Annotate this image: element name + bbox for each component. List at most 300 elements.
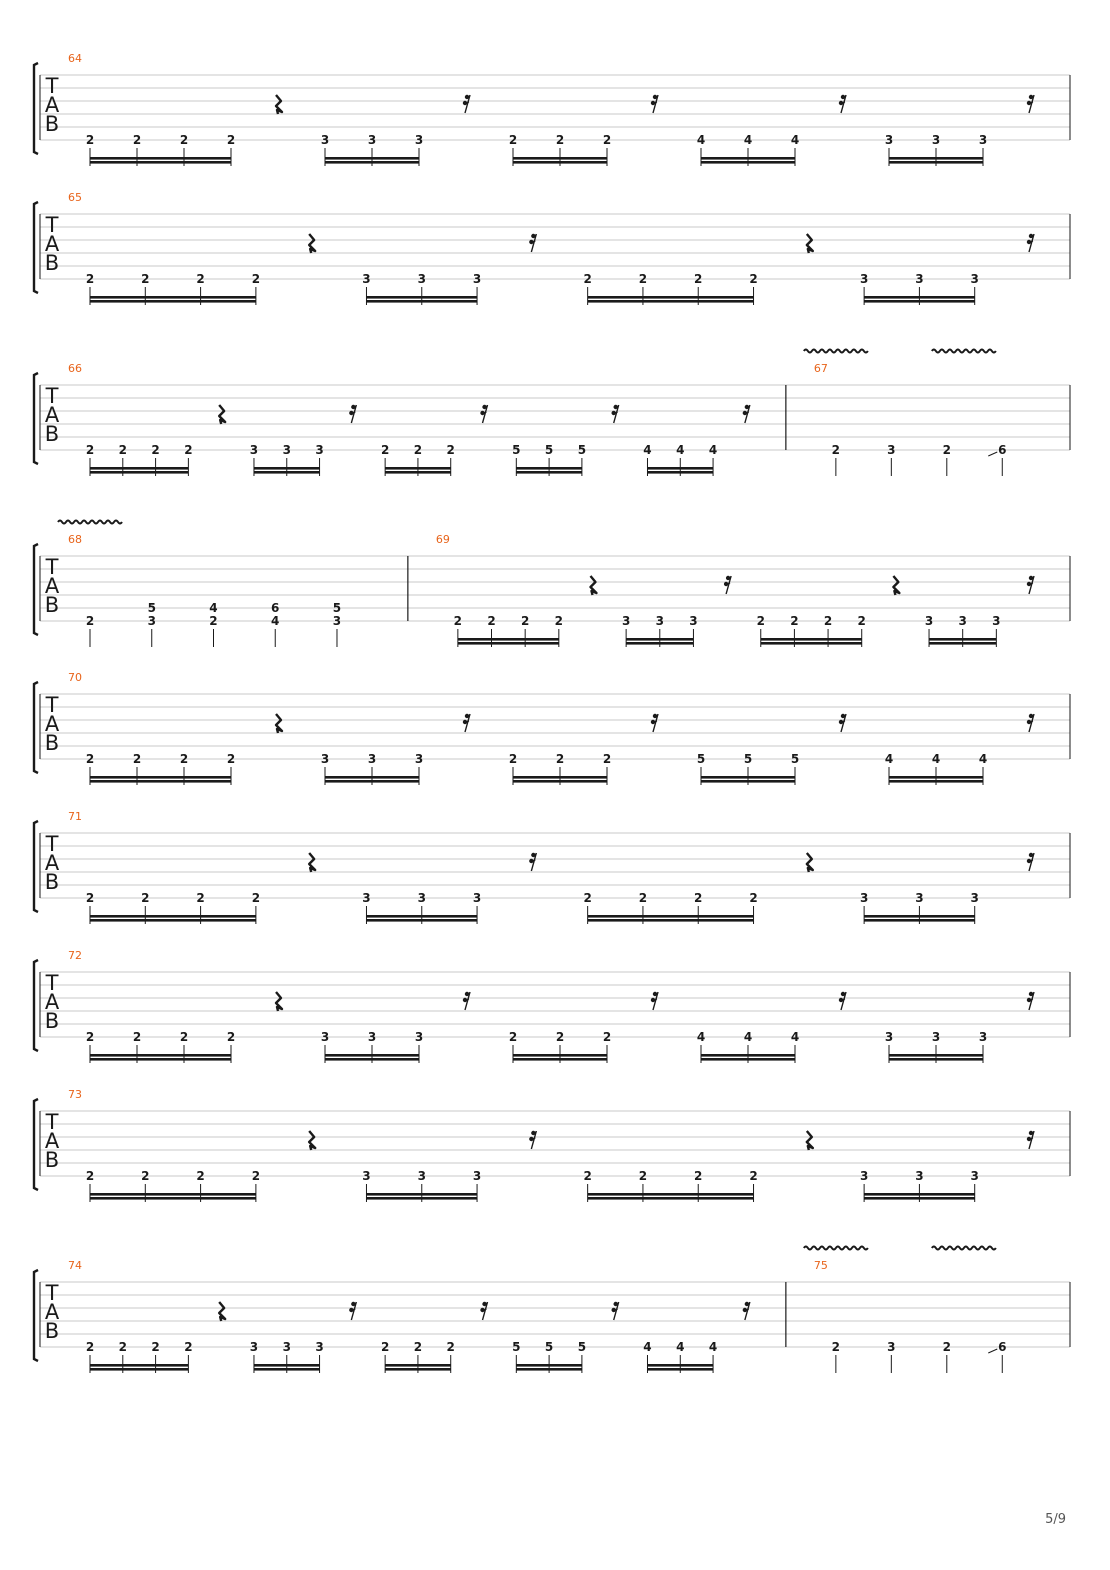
beamed-note-group bbox=[509, 95, 658, 166]
rest-flag bbox=[1031, 993, 1034, 994]
fret-number: 2 bbox=[555, 133, 565, 147]
fret-number: 2 bbox=[446, 1340, 455, 1354]
quarter-rest bbox=[309, 1131, 315, 1150]
note bbox=[943, 1340, 951, 1373]
rest-flag bbox=[483, 1309, 487, 1310]
beam bbox=[647, 471, 713, 474]
fret-number: 3 bbox=[332, 614, 342, 628]
measure-number: 67 bbox=[813, 362, 828, 375]
beam bbox=[90, 1364, 188, 1367]
beam bbox=[325, 776, 419, 779]
beam bbox=[90, 915, 256, 918]
fret-number: 2 bbox=[380, 1340, 390, 1354]
fret-number: 2 bbox=[583, 891, 592, 905]
beam bbox=[385, 1364, 451, 1367]
measure bbox=[786, 350, 1007, 477]
fret-number: 2 bbox=[831, 443, 841, 457]
beam bbox=[864, 919, 975, 922]
staff-system bbox=[34, 1088, 1070, 1202]
fret-number: 2 bbox=[380, 443, 390, 457]
fret-number: 2 bbox=[226, 1030, 236, 1044]
tab-clef-letter: A bbox=[44, 851, 60, 875]
beam bbox=[588, 1197, 754, 1200]
fret-number: 2 bbox=[756, 614, 765, 628]
beam bbox=[90, 471, 188, 474]
fret-number: 3 bbox=[859, 272, 869, 286]
fret-number: 3 bbox=[621, 614, 631, 628]
sixteenth-rest bbox=[651, 714, 658, 732]
fret-number: 3 bbox=[472, 272, 482, 286]
beamed-note-group bbox=[86, 95, 282, 166]
fret-number: 3 bbox=[655, 614, 664, 628]
system-bracket bbox=[34, 373, 38, 464]
rest-flag bbox=[1029, 721, 1033, 722]
fret-number: 6 bbox=[998, 443, 1007, 457]
rest-flag bbox=[1029, 999, 1033, 1000]
quarter-rest bbox=[807, 234, 813, 253]
rest-flag bbox=[1029, 860, 1033, 861]
beamed-note-group bbox=[86, 1302, 225, 1373]
beam bbox=[701, 161, 795, 164]
beamed-note-group bbox=[757, 576, 900, 647]
beamed-note-group bbox=[583, 234, 812, 305]
fret-number: 2 bbox=[179, 752, 189, 766]
beam bbox=[889, 776, 983, 779]
beam bbox=[90, 1058, 231, 1061]
fret-number: 3 bbox=[320, 133, 330, 147]
rest-flag bbox=[533, 854, 536, 855]
fret-number: 4 bbox=[643, 443, 652, 457]
staff-system bbox=[34, 949, 1070, 1063]
quarter-rest bbox=[893, 576, 899, 595]
fret-number: 3 bbox=[417, 1169, 426, 1183]
rest-flag bbox=[1031, 577, 1034, 578]
rest-flag bbox=[351, 1309, 355, 1310]
beam bbox=[513, 157, 607, 160]
fret-number: 2 bbox=[583, 272, 592, 286]
beamed-note-group bbox=[250, 1302, 357, 1373]
beam bbox=[513, 776, 607, 779]
beam bbox=[90, 780, 231, 783]
beam bbox=[864, 296, 975, 299]
fret-number: 4 bbox=[676, 1340, 685, 1354]
rest-flag bbox=[1029, 241, 1033, 242]
beam bbox=[588, 919, 754, 922]
fret-number: 4 bbox=[696, 133, 706, 147]
fret-number: 3 bbox=[282, 1340, 291, 1354]
fret-number: 5 bbox=[332, 601, 342, 615]
fret-number: 4 bbox=[884, 752, 894, 766]
fret-number: 2 bbox=[141, 891, 150, 905]
beam bbox=[889, 780, 983, 783]
fret-number: 3 bbox=[915, 1169, 924, 1183]
measure bbox=[68, 362, 750, 476]
beamed-note-group bbox=[583, 853, 812, 924]
fret-number: 3 bbox=[249, 1340, 259, 1354]
beam bbox=[90, 776, 231, 779]
measure bbox=[68, 52, 1034, 166]
fret-number: 4 bbox=[209, 601, 218, 615]
fret-number: 3 bbox=[320, 1030, 330, 1044]
system-bracket bbox=[34, 821, 38, 912]
beamed-note-group bbox=[860, 234, 1034, 305]
beamed-note-group bbox=[381, 405, 488, 476]
fret-number: 3 bbox=[931, 1030, 941, 1044]
fret-number: 2 bbox=[179, 1030, 189, 1044]
tab-clef-letter: B bbox=[44, 422, 60, 446]
rest-flag bbox=[841, 721, 845, 722]
page-number: 5/9 bbox=[1045, 1512, 1066, 1527]
measure bbox=[68, 810, 1034, 924]
rest-flag bbox=[655, 96, 658, 97]
sixteenth-rest bbox=[529, 1131, 536, 1149]
fret-number: 4 bbox=[931, 752, 941, 766]
fret-number: 2 bbox=[857, 614, 866, 628]
fret-number: 2 bbox=[85, 443, 95, 457]
beamed-note-group bbox=[86, 992, 282, 1063]
rest-flag bbox=[616, 1303, 619, 1304]
rest-flag bbox=[1031, 715, 1034, 716]
measure-number: 74 bbox=[68, 1259, 82, 1272]
fret-number: 3 bbox=[472, 1169, 482, 1183]
rest-flag bbox=[745, 412, 749, 413]
fret-number: 2 bbox=[638, 1169, 648, 1183]
vibrato-mark bbox=[932, 1247, 996, 1250]
tab-clef-letter: B bbox=[44, 1319, 60, 1343]
rest-flag bbox=[747, 1303, 750, 1304]
measure-number: 72 bbox=[68, 949, 82, 962]
system-bracket bbox=[34, 682, 38, 773]
note bbox=[209, 601, 217, 647]
fret-number: 3 bbox=[978, 1030, 988, 1044]
fret-number: 2 bbox=[749, 1169, 758, 1183]
fret-number: 3 bbox=[414, 133, 424, 147]
beam bbox=[90, 467, 188, 470]
beam bbox=[90, 300, 256, 303]
sixteenth-rest bbox=[480, 1302, 487, 1320]
sixteenth-rest bbox=[1027, 576, 1034, 594]
fret-number: 3 bbox=[367, 752, 377, 766]
beam bbox=[701, 157, 795, 160]
measure-number: 70 bbox=[68, 671, 82, 684]
rest-flag bbox=[747, 406, 750, 407]
fret-number: 2 bbox=[151, 1340, 160, 1354]
beam bbox=[864, 300, 975, 303]
beam bbox=[588, 915, 754, 918]
note bbox=[832, 1340, 840, 1373]
fret-number: 3 bbox=[958, 614, 967, 628]
fret-number: 2 bbox=[790, 614, 799, 628]
sixteenth-rest bbox=[1027, 992, 1034, 1010]
fret-number: 2 bbox=[85, 1340, 95, 1354]
fret-number: 5 bbox=[743, 752, 753, 766]
fret-number: 2 bbox=[453, 614, 463, 628]
fret-number: 2 bbox=[583, 1169, 592, 1183]
fret-number: 3 bbox=[859, 1169, 869, 1183]
note bbox=[86, 614, 94, 647]
sixteenth-rest bbox=[1027, 234, 1034, 252]
fret-number: 2 bbox=[694, 891, 703, 905]
fret-number: 2 bbox=[251, 891, 261, 905]
measure bbox=[58, 521, 341, 648]
beamed-note-group bbox=[86, 1131, 315, 1202]
beamed-note-group bbox=[860, 1131, 1034, 1202]
rest-flag bbox=[351, 412, 355, 413]
quarter-rest bbox=[807, 853, 813, 872]
staff-system bbox=[34, 1247, 1070, 1374]
measure-number: 68 bbox=[68, 533, 82, 546]
beamed-note-group bbox=[622, 576, 731, 647]
staff-system bbox=[34, 671, 1070, 785]
sixteenth-rest bbox=[463, 714, 470, 732]
rest-flag bbox=[1029, 583, 1033, 584]
beam bbox=[366, 1197, 477, 1200]
beamed-note-group bbox=[362, 853, 536, 924]
fret-number: 2 bbox=[638, 272, 648, 286]
fret-number: 2 bbox=[555, 752, 565, 766]
beam bbox=[90, 157, 231, 160]
fret-number: 2 bbox=[508, 133, 518, 147]
vibrato-mark bbox=[58, 521, 122, 524]
rest-flag bbox=[467, 993, 470, 994]
fret-number: 2 bbox=[141, 272, 150, 286]
fret-number: 2 bbox=[209, 614, 218, 628]
system-bracket bbox=[34, 544, 38, 635]
tab-clef-letter: T bbox=[45, 213, 59, 237]
beam bbox=[385, 467, 451, 470]
beam bbox=[889, 1058, 983, 1061]
beam bbox=[516, 471, 582, 474]
beam bbox=[513, 1058, 607, 1061]
fret-number: 2 bbox=[749, 891, 758, 905]
fret-number: 2 bbox=[85, 752, 95, 766]
fret-number: 3 bbox=[362, 891, 371, 905]
fret-number: 2 bbox=[446, 443, 455, 457]
rest-flag bbox=[1029, 102, 1033, 103]
rest-flag bbox=[843, 715, 846, 716]
sixteenth-rest bbox=[839, 992, 846, 1010]
rest-flag bbox=[1031, 1132, 1034, 1133]
rest-flag bbox=[483, 412, 487, 413]
rest-flag bbox=[465, 721, 469, 722]
rest-flag bbox=[843, 96, 846, 97]
fret-number: 3 bbox=[689, 614, 698, 628]
quarter-rest bbox=[309, 234, 315, 253]
rest-flag bbox=[841, 102, 845, 103]
fret-number: 2 bbox=[151, 443, 160, 457]
quarter-rest bbox=[276, 992, 282, 1011]
fret-number: 5 bbox=[696, 752, 706, 766]
vibrato-mark bbox=[804, 350, 868, 353]
quarter-rest bbox=[276, 714, 282, 733]
beamed-note-group bbox=[454, 576, 597, 647]
measure bbox=[68, 1088, 1034, 1202]
fret-number: 2 bbox=[831, 1340, 841, 1354]
sixteenth-rest bbox=[349, 405, 356, 423]
beam bbox=[366, 296, 477, 299]
sixteenth-rest bbox=[743, 1302, 750, 1320]
fret-number: 2 bbox=[85, 614, 95, 628]
beam bbox=[325, 161, 419, 164]
beam bbox=[864, 1197, 975, 1200]
beam bbox=[929, 642, 996, 645]
beam bbox=[90, 1054, 231, 1057]
beamed-note-group bbox=[381, 1302, 488, 1373]
fret-number: 3 bbox=[884, 1030, 894, 1044]
fret-number: 4 bbox=[708, 443, 718, 457]
fret-number: 2 bbox=[749, 272, 758, 286]
tab-clef-letter: A bbox=[44, 1300, 60, 1324]
fret-number: 2 bbox=[602, 133, 612, 147]
rest-flag bbox=[485, 1303, 488, 1304]
beam bbox=[90, 1193, 256, 1196]
system-bracket bbox=[34, 202, 38, 293]
fret-number: 4 bbox=[743, 1030, 753, 1044]
beam bbox=[90, 161, 231, 164]
sixteenth-rest bbox=[611, 405, 618, 423]
fret-number: 3 bbox=[887, 443, 896, 457]
fret-number: 2 bbox=[942, 443, 951, 457]
system-bracket bbox=[34, 1099, 38, 1190]
beam bbox=[513, 161, 607, 164]
note bbox=[333, 601, 341, 647]
beam bbox=[385, 471, 451, 474]
fret-number: 3 bbox=[924, 614, 934, 628]
quarter-rest bbox=[276, 95, 282, 114]
fret-number: 3 bbox=[859, 891, 869, 905]
tab-clef-letter: A bbox=[44, 712, 60, 736]
beam bbox=[366, 919, 477, 922]
fret-number: 2 bbox=[132, 133, 142, 147]
note bbox=[832, 443, 840, 476]
sixteenth-rest bbox=[611, 1302, 618, 1320]
beamed-note-group bbox=[321, 714, 470, 785]
sixteenth-rest bbox=[839, 95, 846, 113]
measure bbox=[68, 671, 1034, 785]
tab-clef-letter: B bbox=[44, 251, 60, 275]
fret-number: 3 bbox=[887, 1340, 896, 1354]
sixteenth-rest bbox=[651, 992, 658, 1010]
system-bracket bbox=[34, 63, 38, 154]
beam bbox=[325, 780, 419, 783]
fret-number: 2 bbox=[555, 1030, 565, 1044]
rest-flag bbox=[467, 96, 470, 97]
sixteenth-rest bbox=[480, 405, 487, 423]
fret-number: 3 bbox=[320, 752, 330, 766]
beam bbox=[647, 1368, 713, 1371]
beamed-note-group bbox=[509, 714, 658, 785]
sixteenth-rest bbox=[651, 95, 658, 113]
rest-flag bbox=[485, 406, 488, 407]
fret-number: 2 bbox=[196, 272, 205, 286]
rest-flag bbox=[465, 999, 469, 1000]
fret-number: 4 bbox=[271, 614, 280, 628]
fret-number: 5 bbox=[512, 443, 521, 457]
beam bbox=[325, 1054, 419, 1057]
beam bbox=[366, 915, 477, 918]
rest-flag bbox=[1029, 1138, 1033, 1139]
fret-number: 3 bbox=[315, 443, 324, 457]
fret-number: 2 bbox=[942, 1340, 951, 1354]
sixteenth-rest bbox=[724, 576, 731, 594]
beam bbox=[701, 780, 795, 783]
fret-number: 2 bbox=[132, 752, 142, 766]
fret-number: 3 bbox=[970, 272, 979, 286]
fret-number: 4 bbox=[790, 1030, 800, 1044]
beam bbox=[864, 915, 975, 918]
beamed-note-group bbox=[697, 95, 846, 166]
beam bbox=[889, 157, 983, 160]
tab-clef-letter: B bbox=[44, 731, 60, 755]
vibrato-mark bbox=[932, 350, 996, 353]
tab-clef-letter: T bbox=[45, 74, 59, 98]
fret-number: 3 bbox=[362, 272, 371, 286]
beam bbox=[889, 1054, 983, 1057]
beam bbox=[626, 638, 693, 641]
fret-number: 2 bbox=[85, 272, 95, 286]
beam bbox=[701, 1058, 795, 1061]
fret-number: 4 bbox=[676, 443, 685, 457]
rest-flag bbox=[653, 721, 657, 722]
measure-number: 64 bbox=[68, 52, 82, 65]
rest-flag bbox=[653, 999, 657, 1000]
beam bbox=[516, 1368, 582, 1371]
fret-number: 3 bbox=[147, 614, 156, 628]
tab-clef-letter: T bbox=[45, 971, 59, 995]
beamed-note-group bbox=[885, 992, 1034, 1063]
measure-number: 73 bbox=[68, 1088, 82, 1101]
beam bbox=[647, 467, 713, 470]
rest-flag bbox=[614, 1309, 618, 1310]
staff-system bbox=[34, 810, 1070, 924]
rest-flag bbox=[1031, 854, 1034, 855]
beam bbox=[929, 638, 996, 641]
rest-flag bbox=[531, 1138, 535, 1139]
fret-number: 5 bbox=[147, 601, 156, 615]
rest-flag bbox=[653, 102, 657, 103]
beamed-note-group bbox=[860, 853, 1034, 924]
staff-system bbox=[34, 52, 1070, 166]
note bbox=[887, 443, 895, 476]
rest-flag bbox=[728, 577, 731, 578]
fret-number: 3 bbox=[249, 443, 259, 457]
beamed-note-group bbox=[86, 714, 282, 785]
fret-number: 4 bbox=[743, 133, 753, 147]
fret-number: 2 bbox=[196, 891, 205, 905]
fret-number: 3 bbox=[915, 891, 924, 905]
rest-flag bbox=[1031, 96, 1034, 97]
rest-flag bbox=[655, 715, 658, 716]
measure-number: 66 bbox=[68, 362, 82, 375]
beamed-note-group bbox=[643, 1302, 750, 1373]
fret-number: 2 bbox=[184, 1340, 193, 1354]
rest-flag bbox=[353, 1303, 356, 1304]
beam bbox=[701, 1054, 795, 1057]
beam bbox=[254, 467, 320, 470]
beam bbox=[254, 471, 320, 474]
fret-number: 5 bbox=[577, 1340, 587, 1354]
tab-clef-letter: B bbox=[44, 1009, 60, 1033]
tab-clef-letter: T bbox=[45, 693, 59, 717]
note bbox=[148, 601, 156, 647]
fret-number: 2 bbox=[118, 1340, 127, 1354]
rest-flag bbox=[655, 993, 658, 994]
beam bbox=[385, 1368, 451, 1371]
fret-number: 2 bbox=[487, 614, 496, 628]
measure-number: 69 bbox=[435, 533, 450, 546]
fret-number: 5 bbox=[577, 443, 587, 457]
beam bbox=[458, 642, 559, 645]
